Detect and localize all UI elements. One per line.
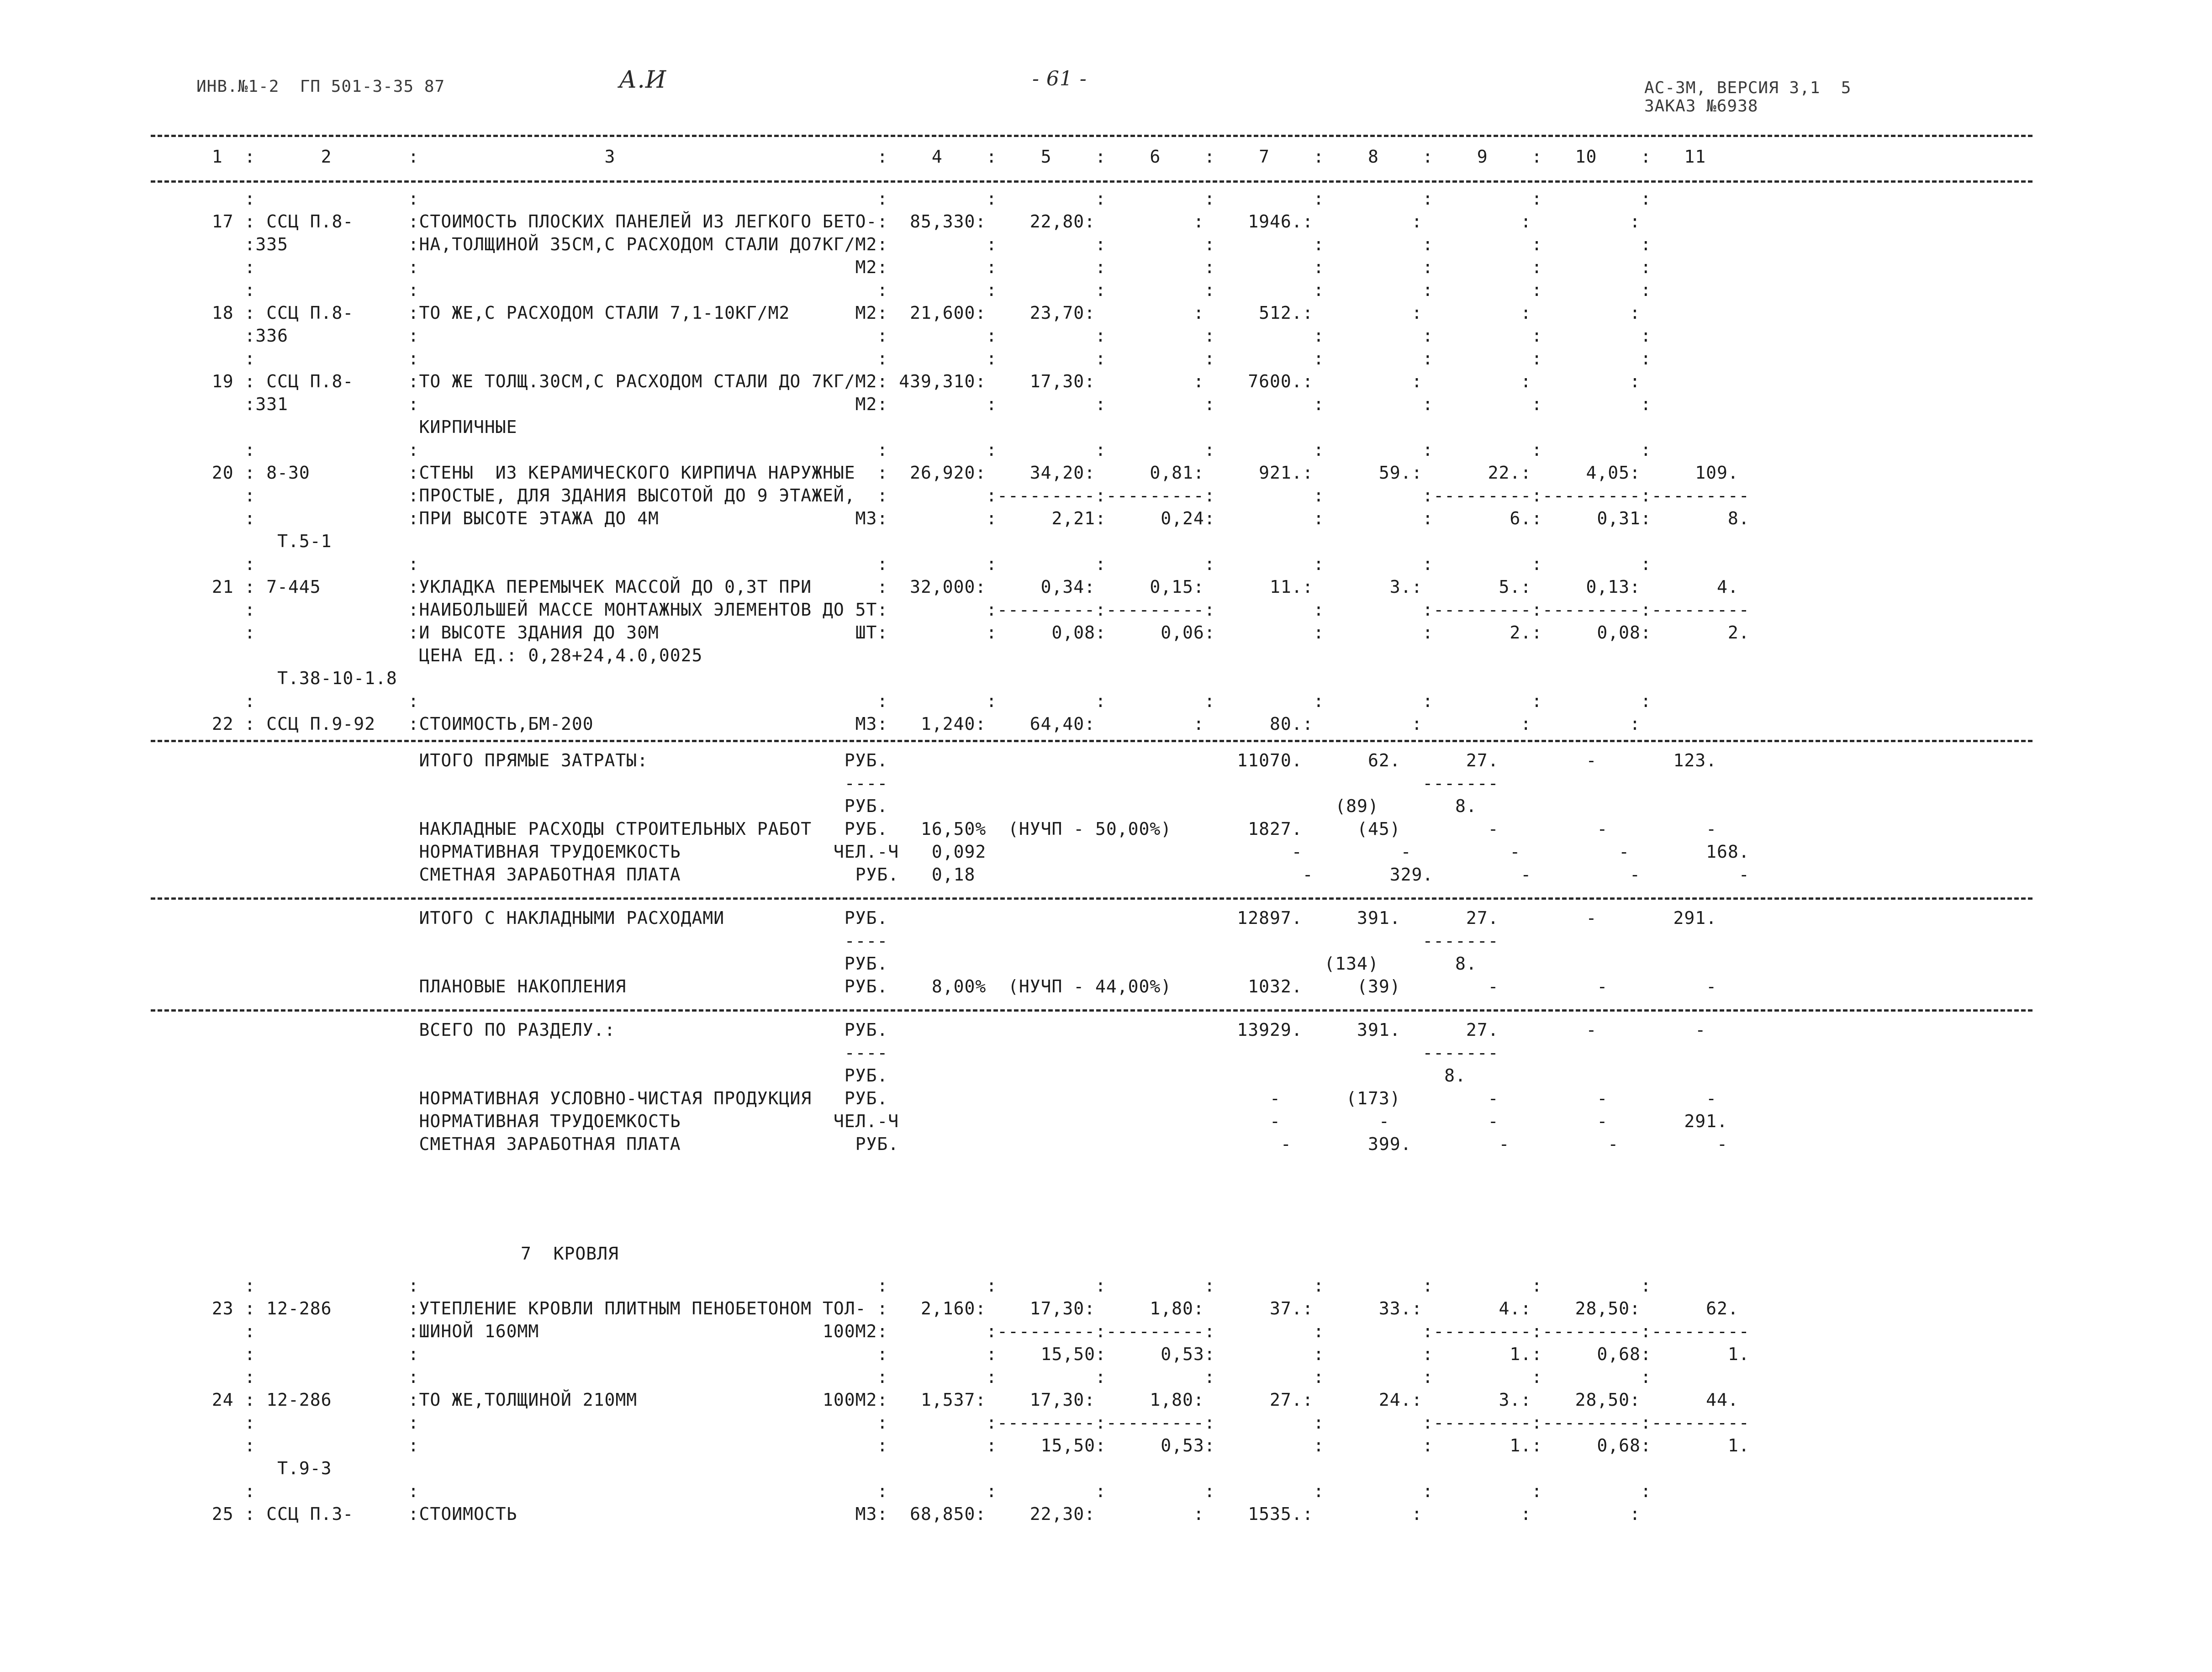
summary-line: ---- ------- (201, 1043, 1499, 1063)
table-row: : : : : 15,50: 0,53: : : 1.: 0,68: 1. (201, 1435, 1750, 1456)
unit-price-note: ЦЕНА ЕД.: 0,28+24,4.0,0025 (201, 645, 703, 665)
table-row: : :ПРОСТЫЕ, ДЛЯ ЗДАНИЯ ВЫСОТОЙ ДО 9 ЭТАЖЕЙ, : :---------:---------: : :---------:---------:--------- (201, 485, 1750, 506)
page-number: - 61 - (1032, 67, 1087, 90)
table-row: : :ПРИ ВЫСОТЕ ЭТАЖА ДО 4М М3: : 2,21: 0,24: : : 6.: 0,31: 8. (201, 508, 1750, 528)
section-rule (151, 897, 2033, 900)
section-title: 7 КРОВЛЯ (521, 1244, 619, 1264)
justification-note: Т.9-3 (201, 1458, 332, 1478)
table-row: :335 :НА,ТОЛЩИНОЙ 35СМ,С РАСХОДОМ СТАЛИ ДО7КГ/М2: : : : : : : : (201, 234, 1652, 254)
handwritten-initials: А.И (619, 66, 667, 94)
summary-line: СМЕТНАЯ ЗАРАБОТНАЯ ПЛАТА РУБ. 0,18 - 329. - - - (201, 865, 1750, 885)
table-row: : : : : : : : : : : (201, 280, 1652, 300)
table-row: :331 : М2: : : : : : : : (201, 394, 1652, 414)
summary-line: СМЕТНАЯ ЗАРАБОТНАЯ ПЛАТА РУБ. - 399. - - - (201, 1134, 1728, 1154)
header-bottom-rule (151, 180, 2033, 183)
table-row: 23 : 12-286 :УТЕПЛЕНИЕ КРОВЛИ ПЛИТНЫМ ПЕНОБЕТОНОМ ТОЛ- : 2,160: 17,30: 1,80: 37.: 33.: 4.: 28,50: 62. (201, 1298, 1739, 1319)
doc-inventory-code: ИНВ.№1-2 ГП 501-3-35 87 (196, 77, 445, 96)
summary-line: НАКЛАДНЫЕ РАСХОДЫ СТРОИТЕЛЬНЫХ РАБОТ РУБ. 16,50% (НУЧП - 50,00%) 1827. (45) - - - (201, 819, 1717, 839)
table-row: 21 : 7-445 :УКЛАДКА ПЕРЕМЫЧЕК МАССОЙ ДО 0,3Т ПРИ : 32,000: 0,34: 0,15: 11.: 3.: 5.: 0,13: 4. (201, 577, 1739, 597)
section-rule (151, 1009, 2033, 1012)
summary-line: ---- ------- (201, 773, 1499, 793)
table-row: : : : : : : : : : : (201, 440, 1652, 460)
summary-line: ПЛАНОВЫЕ НАКОПЛЕНИЯ РУБ. 8,00% (НУЧП - 44,00%) 1032. (39) - - - (201, 976, 1717, 997)
table-row: 19 : ССЦ П.8- :ТО ЖЕ ТОЛЩ.30СМ,С РАСХОДОМ СТАЛИ ДО 7КГ/М2: 439,310: 17,30: : 7600.: : : : (201, 371, 1641, 391)
table-row: : : : : 15,50: 0,53: : : 1.: 0,68: 1. (201, 1344, 1750, 1364)
summary-line: НОРМАТИВНАЯ УСЛОВНО-ЧИСТАЯ ПРОДУКЦИЯ РУБ. - (173) - - - (201, 1088, 1717, 1108)
table-row: : :И ВЫСОТЕ ЗДАНИЯ ДО 30М ШТ: : 0,08: 0,06: : : 2.: 0,08: 2. (201, 622, 1750, 643)
table-row: : : : : : : : : : : (201, 1276, 1652, 1296)
summary-line: ---- ------- (201, 931, 1499, 951)
header-top-rule (151, 135, 2033, 137)
order-number: ЗАКАЗ №6938 (1644, 97, 1758, 116)
table-row: : :ШИНОЙ 160ММ 100М2: :---------:---------: : :---------:---------:--------- (201, 1321, 1750, 1341)
table-row: : : : : : : : : : : (201, 554, 1652, 574)
column-header-row: 1 : 2 : 3 : 4 : 5 : 6 : 7 : 8 : 9 : 10 : 11 (201, 147, 1706, 167)
table-row: 24 : 12-286 :ТО ЖЕ,ТОЛЩИНОЙ 210ММ 100М2: 1,537: 17,30: 1,80: 27.: 24.: 3.: 28,50: 44. (201, 1390, 1739, 1410)
table-row: 17 : ССЦ П.8- :СТОИМОСТЬ ПЛОСКИХ ПАНЕЛЕЙ ИЗ ЛЕГКОГО БЕТО-: 85,330: 22,80: : 1946.: : : : (201, 211, 1641, 232)
summary-line: ИТОГО ПРЯМЫЕ ЗАТРАТЫ: РУБ. 11070. 62. 27. - 123. (201, 750, 1717, 770)
table-row: 22 : ССЦ П.9-92 :СТОИМОСТЬ,БМ-200 М3: 1,240: 64,40: : 80.: : : : (201, 714, 1641, 734)
summary-line: РУБ. (134) 8. (201, 954, 1477, 974)
table-row: : : М2: : : : : : : : (201, 257, 1652, 277)
table-row: 18 : ССЦ П.8- :ТО ЖЕ,С РАСХОДОМ СТАЛИ 7,1-10КГ/М2 М2: 21,600: 23,70: : 512.: : : : (201, 303, 1641, 323)
summary-line: НОРМАТИВНАЯ ТРУДОЕМКОСТЬ ЧЕЛ.-Ч 0,092 - - - - 168. (201, 842, 1750, 862)
table-row: : : : : : : : : : : (201, 691, 1652, 711)
summary-line: ВСЕГО ПО РАЗДЕЛУ.: РУБ. 13929. 391. 27. - - (201, 1020, 1706, 1040)
table-row: : : : : : : : : : : (201, 348, 1652, 369)
table-row: : : : : : : : : : : (201, 189, 1652, 209)
justification-note: Т.38-10-1.8 (201, 668, 397, 688)
table-row: : : : : : : : : : : (201, 1367, 1652, 1387)
table-row: : :НАИБОЛЬШЕЙ МАССЕ МОНТАЖНЫХ ЭЛЕМЕНТОВ ДО 5Т: :---------:---------: : :---------:---------:--------- (201, 600, 1750, 620)
program-version: АС-3М, ВЕРСИЯ 3,1 5 (1644, 79, 1852, 97)
justification-note: Т.5-1 (201, 531, 332, 551)
summary-line: ИТОГО С НАКЛАДНЫМИ РАСХОДАМИ РУБ. 12897. 391. 27. - 291. (201, 908, 1717, 928)
table-row: 25 : ССЦ П.3- :СТОИМОСТЬ М3: 68,850: 22,30: : 1535.: : : : (201, 1504, 1641, 1524)
table-row: 20 : 8-30 :СТЕНЫ ИЗ КЕРАМИЧЕСКОГО КИРПИЧА НАРУЖНЫЕ : 26,920: 34,20: 0,81: 921.: 59.: 22.: 4,05: 109. (201, 463, 1739, 483)
summary-line: РУБ. (89) 8. (201, 796, 1477, 816)
summary-line: РУБ. 8. (201, 1065, 1466, 1086)
section-rule (151, 740, 2033, 742)
table-row: :336 : : : : : : : : : (201, 326, 1652, 346)
summary-line: НОРМАТИВНАЯ ТРУДОЕМКОСТЬ ЧЕЛ.-Ч - - - - 291. (201, 1111, 1728, 1131)
table-row: : : : : : : : : : : (201, 1481, 1652, 1501)
table-row: : : : :---------:---------: : :---------:---------:--------- (201, 1413, 1750, 1433)
subsection-title: КИРПИЧНЫЕ (201, 417, 517, 437)
